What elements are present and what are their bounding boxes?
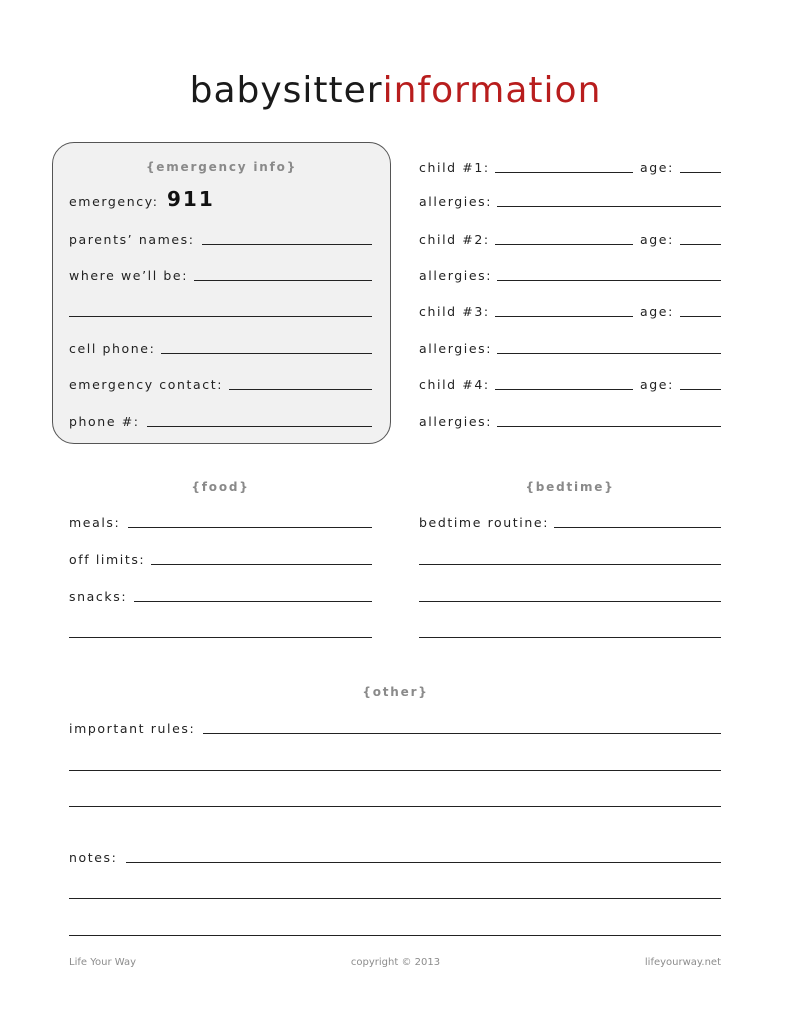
child-3-allergies-field[interactable] (497, 353, 721, 354)
notes-line-3[interactable] (69, 935, 721, 936)
child-1-label: child #1: (419, 160, 490, 175)
child-4-age-label: age: (640, 377, 674, 392)
emergency-info-heading: {emergency info} (145, 160, 298, 174)
off-limits-field[interactable] (151, 564, 372, 565)
child-3-allergies-label: allergies: (419, 341, 493, 356)
child-4-allergies-field[interactable] (497, 426, 721, 427)
emergency-contact-label: emergency contact: (69, 377, 224, 392)
where-field-line-2[interactable] (69, 316, 372, 317)
bedtime-heading: {bedtime} (525, 480, 615, 494)
parents-names-field[interactable] (202, 244, 372, 245)
title-main: babysitter (189, 70, 383, 111)
snacks-field-line-2[interactable] (69, 637, 372, 638)
bedtime-routine-label: bedtime routine: (419, 515, 550, 530)
other-heading: {other} (362, 685, 429, 699)
important-rules-label: important rules: (69, 721, 196, 736)
meals-field[interactable] (128, 527, 372, 528)
meals-label: meals: (69, 515, 121, 530)
child-1-age-field[interactable] (680, 172, 721, 173)
notes-line-2[interactable] (69, 898, 721, 899)
child-3-label: child #3: (419, 304, 490, 319)
off-limits-label: off limits: (69, 552, 146, 567)
footer-website[interactable]: lifeyourway.net (644, 957, 721, 968)
emergency-info-box (52, 142, 391, 444)
footer-brand: Life Your Way (69, 957, 137, 968)
child-2-age-field[interactable] (680, 244, 721, 245)
bedtime-routine-line-2[interactable] (419, 564, 721, 565)
bedtime-routine-line-3[interactable] (419, 601, 721, 602)
child-2-allergies-field[interactable] (497, 280, 721, 281)
child-3-age-label: age: (640, 304, 674, 319)
child-4-field[interactable] (495, 389, 633, 390)
child-1-age-label: age: (640, 160, 674, 175)
phone-field[interactable] (147, 426, 372, 427)
child-1-allergies-field[interactable] (497, 206, 721, 207)
child-2-allergies-label: allergies: (419, 268, 493, 283)
cell-phone-field[interactable] (161, 353, 372, 354)
footer-copyright: copyright © 2013 (350, 957, 441, 968)
notes-field[interactable] (126, 862, 721, 863)
emergency-label: emergency: (69, 194, 159, 209)
emergency-contact-field[interactable] (229, 389, 372, 390)
bedtime-routine-line-4[interactable] (419, 637, 721, 638)
child-2-label: child #2: (419, 232, 490, 247)
title-accent: information (382, 70, 602, 111)
where-label: where we’ll be: (69, 268, 189, 283)
child-1-allergies-label: allergies: (419, 194, 493, 209)
child-3-field[interactable] (495, 316, 633, 317)
child-4-label: child #4: (419, 377, 490, 392)
food-heading: {food} (191, 480, 250, 494)
page-title (0, 70, 791, 111)
child-3-age-field[interactable] (680, 316, 721, 317)
child-1-field[interactable] (495, 172, 633, 173)
emergency-number: 911 (167, 187, 215, 211)
child-4-allergies-label: allergies: (419, 414, 493, 429)
cell-phone-label: cell phone: (69, 341, 156, 356)
child-2-field[interactable] (495, 244, 633, 245)
important-rules-line-2[interactable] (69, 770, 721, 771)
snacks-label: snacks: (69, 589, 128, 604)
important-rules-line-3[interactable] (69, 806, 721, 807)
child-4-age-field[interactable] (680, 389, 721, 390)
snacks-field[interactable] (134, 601, 372, 602)
phone-label: phone #: (69, 414, 140, 429)
bedtime-routine-field[interactable] (554, 527, 721, 528)
important-rules-field[interactable] (203, 733, 721, 734)
where-field[interactable] (194, 280, 372, 281)
parents-names-label: parents’ names: (69, 232, 195, 247)
child-2-age-label: age: (640, 232, 674, 247)
notes-label: notes: (69, 850, 118, 865)
